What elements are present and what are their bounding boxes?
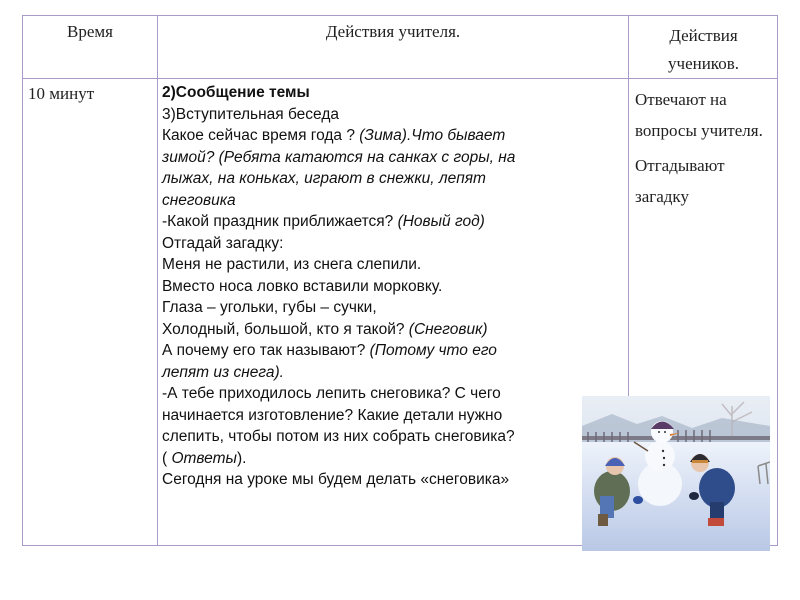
text-segment: (Снеговик)	[408, 320, 488, 338]
teacher-text-line	[162, 125, 622, 147]
cell-time: 10 минут	[28, 84, 95, 103]
text-segment: Сегодня на уроке мы будем делать «снеговика»	[162, 471, 510, 488]
teacher-text-line	[162, 82, 622, 104]
column-divider	[157, 16, 158, 545]
text-segment: лыжах, на коньках, играют в снежки, лепят	[162, 170, 486, 187]
text-segment: 3)Вступительная беседа	[162, 105, 339, 123]
text-segment: снеговика	[162, 191, 236, 209]
teacher-text-line	[162, 254, 622, 276]
text-segment: Отгадай загадку:	[162, 234, 284, 252]
teacher-text-line	[162, 104, 622, 126]
header-student-actions	[629, 22, 778, 78]
teacher-text-line	[162, 426, 622, 448]
teacher-text-line	[162, 362, 622, 384]
text-segment: Вместо носа ловко вставили морковку.	[162, 277, 443, 295]
teacher-text-line	[162, 383, 622, 405]
teacher-text-line	[162, 448, 622, 470]
cell-teacher-actions	[162, 82, 622, 491]
teacher-text-line	[162, 147, 622, 169]
student-action: Отгадывают загадку	[635, 156, 725, 206]
snowman-photo	[582, 396, 770, 551]
text-segment: Холодный, большой, кто я такой?	[162, 320, 409, 338]
text-segment: -Какой праздник приближается?	[162, 213, 398, 230]
text-segment: лепят из снега).	[162, 363, 284, 381]
text-segment: ).	[236, 449, 247, 467]
header-student-line2: учеников.	[668, 54, 739, 73]
teacher-text-line	[162, 297, 622, 319]
teacher-text-line	[162, 190, 622, 212]
teacher-text-line	[162, 211, 622, 233]
teacher-text-line	[162, 233, 622, 255]
text-segment: (Зима).Что бывает	[359, 127, 506, 144]
teacher-text-line	[162, 469, 622, 491]
header-teacher-actions: Действия учителя.	[325, 22, 461, 41]
text-segment: зимой? (Ребята катаются на санках с горы, на	[162, 148, 516, 166]
text-segment: Глаза – угольки, губы – сучки,	[162, 299, 377, 316]
text-segment: слепить, чтобы потом из них собрать снеговика?	[162, 428, 515, 445]
text-segment: Ответы	[171, 449, 237, 467]
header-student-line1: Действия	[669, 26, 738, 45]
text-segment: (Новый год)	[397, 213, 485, 230]
text-segment: (	[162, 449, 172, 467]
text-segment: начинается изготовление? Какие детали нужно	[162, 406, 503, 424]
text-segment: 2)Сообщение темы	[162, 84, 310, 101]
text-segment: -А тебе приходилось лепить снеговика? С чего	[162, 385, 501, 402]
teacher-text-line	[162, 405, 622, 427]
header-time: Время	[67, 22, 113, 41]
header-divider	[23, 78, 777, 79]
text-segment: Меня не растили, из снега слепили.	[162, 256, 422, 273]
teacher-text-line	[162, 168, 622, 190]
teacher-text-line	[162, 340, 622, 362]
cell-student-actions	[635, 84, 775, 216]
text-segment: А почему его так называют?	[162, 342, 370, 359]
student-action: Отвечают на вопросы учителя.	[635, 90, 763, 140]
text-segment: Какое сейчас время года ?	[162, 127, 360, 144]
text-segment: (Потому что его	[369, 342, 497, 359]
teacher-text-line	[162, 276, 622, 298]
snowman-illustration-icon	[582, 396, 770, 551]
teacher-text-line	[162, 319, 622, 341]
